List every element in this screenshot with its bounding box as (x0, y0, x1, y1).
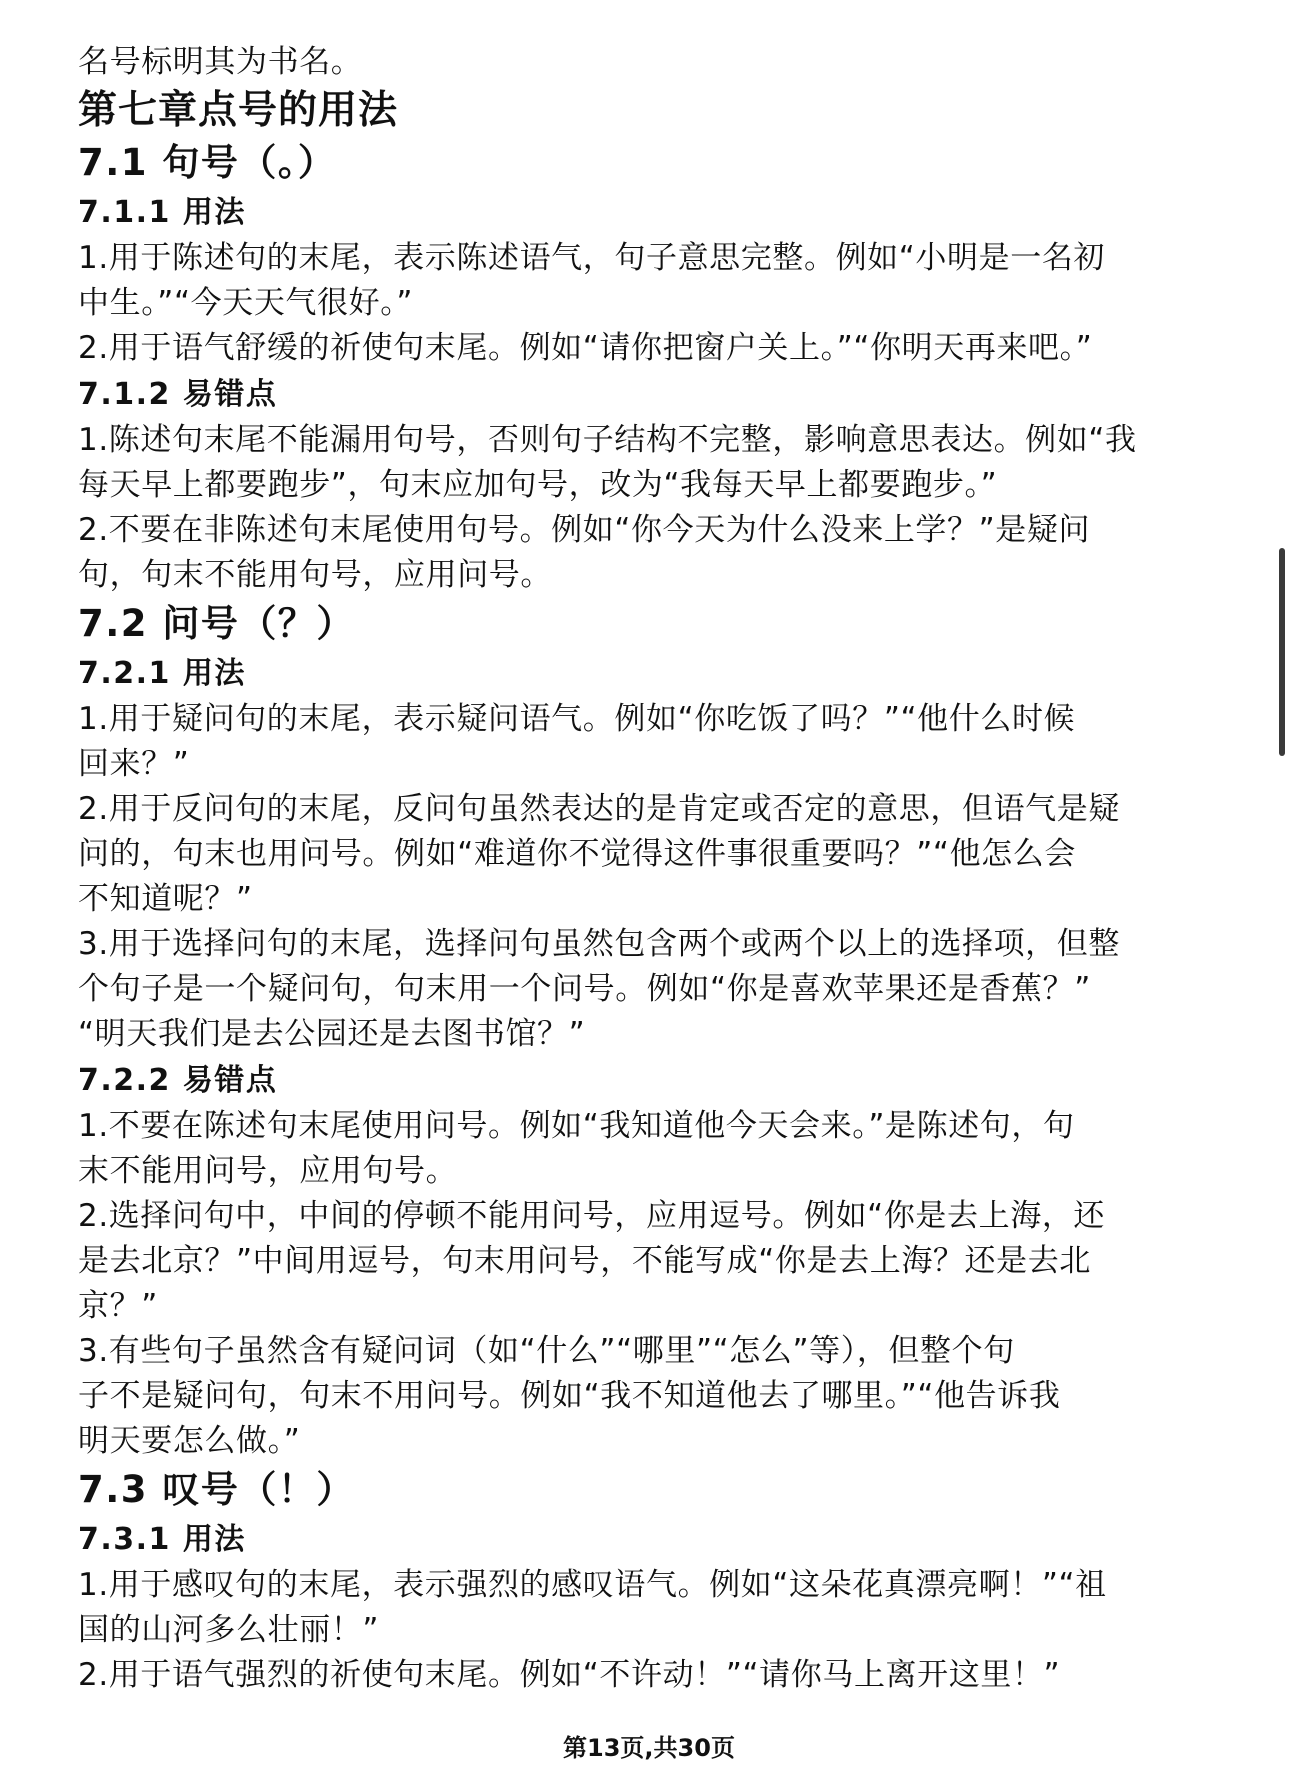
section-heading: 7.1 句号（。） (78, 141, 337, 184)
text-line: 1.陈述句末尾不能漏用句号，否则句子结构不完整，影响意思表达。例如“我 (78, 422, 1137, 458)
text-line: 不知道呢？” (78, 881, 253, 917)
text-line: 3.用于选择问句的末尾，选择问句虽然包含两个或两个以上的选择项，但整 (78, 926, 1120, 962)
text-line: 2.用于反问句的末尾，反问句虽然表达的是肯定或否定的意思，但语气是疑 (78, 791, 1120, 827)
text-line: 个句子是一个疑问句，句末用一个问号。例如“你是喜欢苹果还是香蕉？” (78, 971, 1091, 1007)
text-line: 明天要怎么做。” (78, 1423, 301, 1459)
text-line: 3.有些句子虽然含有疑问词（如“什么”“哪里”“怎么”等），但整个句 (78, 1333, 1015, 1369)
text-line: 2.用于语气舒缓的祈使句末尾。例如“请你把窗户关上。”“你明天再来吧。” (78, 330, 1093, 366)
subsection-heading: 7.1.2 易错点 (78, 377, 278, 412)
text-line: “明天我们是去公园还是去图书馆？” (78, 1016, 586, 1052)
page-number: 第13页,共30页 (563, 1734, 735, 1762)
text-line: 问的，句末也用问号。例如“难道你不觉得这件事很重要吗？”“他怎么会 (78, 836, 1076, 872)
text-line: 中生。”“今天天气很好。” (78, 285, 413, 321)
text-line: 京？” (78, 1288, 158, 1324)
text-line: 每天早上都要跑步”，句末应加句号，改为“我每天早上都要跑步。” (78, 467, 998, 503)
text-line: 国的山河多么壮丽！” (78, 1612, 380, 1648)
text-line: 2.用于语气强烈的祈使句末尾。例如“不许动！”“请你马上离开这里！” (78, 1657, 1061, 1693)
subsection-heading: 7.3.1 用法 (78, 1522, 246, 1557)
text-line: 是去北京？”中间用逗号，句末用问号，不能写成“你是去上海？还是去北 (78, 1243, 1091, 1279)
text-line: 回来？” (78, 746, 190, 782)
section-heading: 7.3 叹号（！） (78, 1468, 355, 1511)
text-line: 1.用于感叹句的末尾，表示强烈的感叹语气。例如“这朵花真漂亮啊！”“祖 (78, 1567, 1107, 1603)
scrollbar-thumb[interactable] (1279, 548, 1285, 756)
text-line: 1.用于陈述句的末尾，表示陈述语气，句子意思完整。例如“小明是一名初 (78, 240, 1106, 276)
text-line: 1.不要在陈述句末尾使用问号。例如“我知道他今天会来。”是陈述句，句 (78, 1108, 1075, 1144)
text-line: 2.不要在非陈述句末尾使用句号。例如“你今天为什么没来上学？”是疑问 (78, 512, 1091, 548)
text-line: 1.用于疑问句的末尾，表示疑问语气。例如“你吃饭了吗？”“他什么时候 (78, 701, 1076, 737)
section-heading: 7.2 问号（？） (78, 602, 355, 645)
chapter-title: 第七章点号的用法 (78, 88, 399, 133)
subsection-heading: 7.1.1 用法 (78, 195, 246, 230)
text-line: 2.选择问句中，中间的停顿不能用问号，应用逗号。例如“你是去上海，还 (78, 1198, 1106, 1234)
text-line: 句，句末不能用句号，应用问号。 (78, 557, 552, 593)
document-body (78, 40, 1228, 1698)
text-line: 末不能用问号，应用句号。 (78, 1153, 458, 1189)
text-line: 子不是疑问句，句末不用问号。例如“我不知道他去了哪里。”“他告诉我 (78, 1378, 1061, 1414)
subsection-heading: 7.2.1 用法 (78, 656, 246, 691)
subsection-heading: 7.2.2 易错点 (78, 1063, 278, 1098)
text-line: 名号标明其为书名。 (78, 44, 363, 80)
